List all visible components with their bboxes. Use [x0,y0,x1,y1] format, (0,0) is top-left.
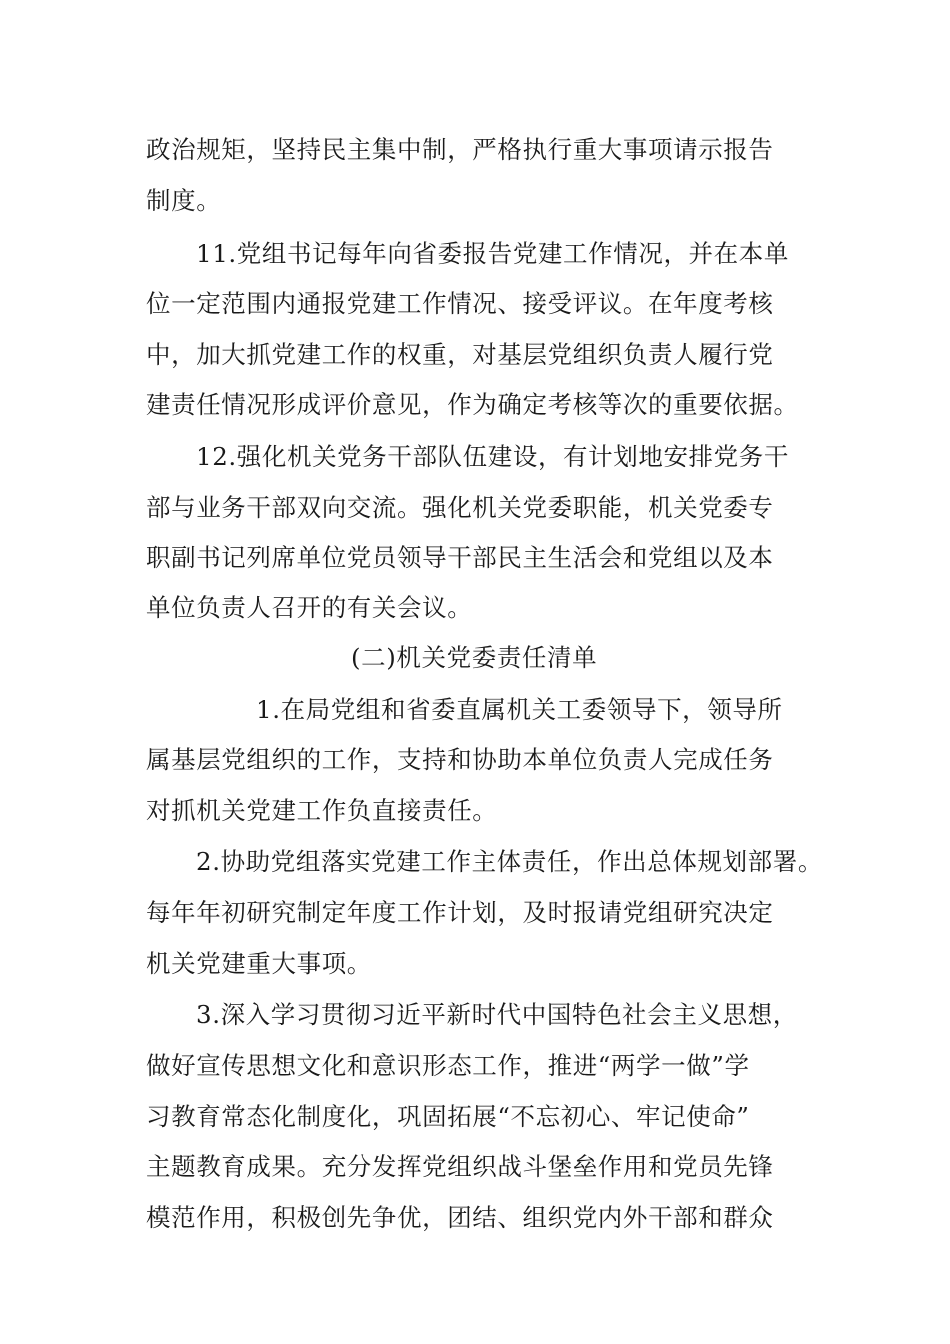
text-line: 模范作用，积极创先争优，团结、组织党内外干部和群众 [146,1203,774,1232]
text-line: 习教育常态化制度化，巩固拓展“不忘初心、牢记使命” [146,1102,750,1131]
text-line: 11.党组书记每年向省委报告党建工作情况，并在本单 [196,239,789,268]
text-line: 每年年初研究制定年度工作计划，及时报请党组研究决定 [146,898,774,927]
text-line: 3.深入学习贯彻习近平新时代中国特色社会主义思想， [196,1000,798,1029]
text-line: 中，加大抓党建工作的权重，对基层党组织负责人履行党 [146,340,774,369]
text-line: 位一定范围内通报党建工作情况、接受评议。在年度考核 [146,289,774,318]
text-line: 职副书记列席单位党员领导干部民主生活会和党组以及本 [146,543,774,572]
text-line: 对抓机关党建工作负直接责任。 [146,796,498,825]
text-line: 做好宣传思想文化和意识形态工作，推进“两学一做”学 [146,1051,750,1080]
text-line: 1.在局党组和省委直属机关工委领导下，领导所 [256,695,783,724]
text-line: 12.强化机关党务干部队伍建设，有计划地安排党务干 [196,442,789,471]
text-line: 属基层党组织的工作，支持和协助本单位负责人完成任务 [146,745,774,774]
section-heading: (二)机关党委责任清单 [351,643,598,672]
text-line: 2.协助党组落实党建工作主体责任，作出总体规划部署。 [196,847,823,876]
text-line: 政治规矩，坚持民主集中制，严格执行重大事项请示报告 [146,135,774,164]
text-line: 单位负责人召开的有关会议。 [146,593,473,622]
text-line: 制度。 [146,186,222,215]
text-line: 建责任情况形成评价意见，作为确定考核等次的重要依据。 [146,390,799,419]
text-line: 部与业务干部双向交流。强化机关党委职能，机关党委专 [146,493,774,522]
text-line: 机关党建重大事项。 [146,949,372,978]
text-line: 主题教育成果。充分发挥党组织战斗堡垒作用和党员先锋 [146,1152,774,1181]
